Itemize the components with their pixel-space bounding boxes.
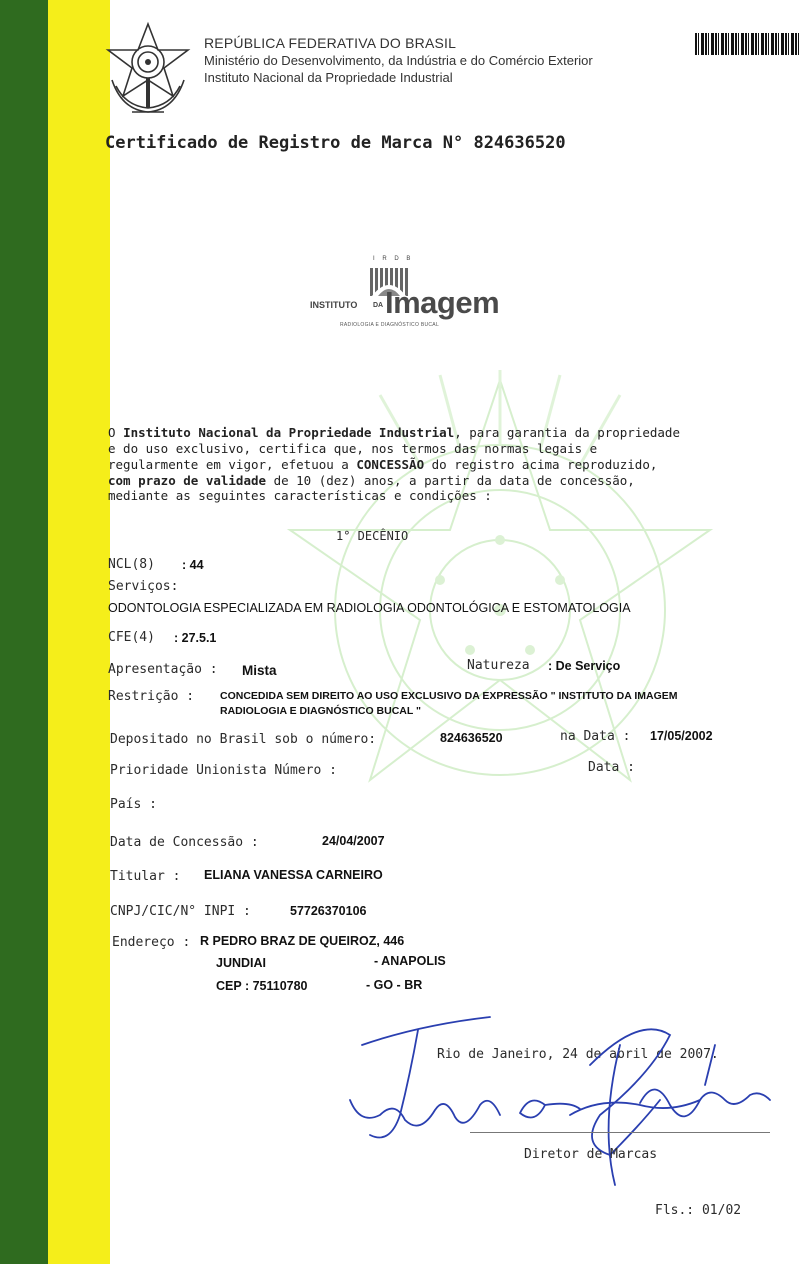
depositado-label: Depositado no Brasil sob o número: <box>110 732 377 747</box>
cfe-value: : 27.5.1 <box>174 631 217 645</box>
cnpj-value: 57726370106 <box>290 904 367 918</box>
logo-subtitle: RADIOLOGIA E DIAGNÓSTICO BUCAL <box>340 322 440 328</box>
barcode <box>695 33 800 55</box>
endereco-street: R PEDRO BRAZ DE QUEIROZ, 446 <box>200 934 405 948</box>
cfe-label: CFE(4) <box>108 630 155 645</box>
paragraph-line-2: e do uso exclusivo, certifica que, nos termos das normas legais e <box>108 441 598 456</box>
logo-prefix: INSTITUTO <box>310 300 358 310</box>
cnpj-label: CNPJ/CIC/N° INPI : <box>110 904 251 919</box>
restricao-value-line-2: RADIOLOGIA E DIAGNÓSTICO BUCAL " <box>220 705 421 717</box>
servicos-label: Serviços: <box>108 579 179 594</box>
decenio-label: 1° DECÊNIO <box>336 529 409 543</box>
titular-label: Titular : <box>110 869 181 884</box>
titular-value: ELIANA VANESSA CARNEIRO <box>204 868 383 882</box>
apresentacao-value: Mista <box>242 663 277 678</box>
concessao-value: 24/04/2007 <box>322 834 385 848</box>
flag-stripe-green <box>0 0 48 1264</box>
certificate-title: Certificado de Registro de Marca N° 824636520 <box>105 133 566 153</box>
endereco-label: Endereço : <box>112 935 191 950</box>
signer-title: Diretor de Marcas <box>524 1147 658 1162</box>
natureza-value: : De Serviço <box>548 659 621 673</box>
ncl-value: : 44 <box>182 558 204 572</box>
coat-of-arms-icon <box>102 20 194 118</box>
restricao-label: Restrição : <box>108 689 195 704</box>
handwritten-signature-icon <box>340 1005 790 1195</box>
endereco-cep: CEP : 75110780 <box>216 979 308 993</box>
paragraph-line-3: regularmente em vigor, efetuou a CONCESSÃO do registro acima reproduzido, <box>108 457 658 472</box>
na-data-label: na Data : <box>560 729 631 744</box>
endereco-state: - GO - BR <box>366 978 423 992</box>
natureza-label: Natureza <box>467 658 530 673</box>
logo-top-text: I R D B <box>373 256 414 262</box>
header-ministry: Ministério do Desenvolvimento, da Indústria e do Comércio Exterior <box>204 53 593 68</box>
header-institute: Instituto Nacional da Propriedade Industrial <box>204 70 453 85</box>
endereco-district: - ANAPOLIS <box>374 954 446 968</box>
paragraph-line-1: O Instituto Nacional da Propriedade Industrial, para garantia da propriedade <box>108 425 680 440</box>
header-republic: REPÚBLICA FEDERATIVA DO BRASIL <box>204 35 457 51</box>
servicos-value: ODONTOLOGIA ESPECIALIZADA EM RADIOLOGIA ODONTOLÓGICA E ESTOMATOLOGIA <box>108 601 631 615</box>
logo-main-text: Imagem <box>385 285 500 320</box>
endereco-city: JUNDIAI <box>216 956 267 970</box>
depositado-value: 824636520 <box>440 731 503 745</box>
concessao-label: Data de Concessão : <box>110 835 259 850</box>
prioridade-label: Prioridade Unionista Número : <box>110 763 337 778</box>
paragraph-line-4: com prazo de validade de 10 (dez) anos, a partir da data de concessão, <box>108 473 635 488</box>
place-date: Rio de Janeiro, 24 de abril de 2007. <box>437 1047 719 1062</box>
flag-stripe-yellow <box>48 0 110 1264</box>
apresentacao-label: Apresentação : <box>108 662 218 677</box>
prioridade-data-label: Data : <box>588 760 635 775</box>
pais-label: País : <box>110 797 157 812</box>
signature-line <box>470 1132 770 1133</box>
restricao-value-line-1: CONCEDIDA SEM DIREITO AO USO EXCLUSIVO DA EXPRESSÃO " INSTITUTO DA IMAGEM <box>220 690 678 702</box>
na-data-value: 17/05/2002 <box>650 729 713 743</box>
ncl-label: NCL(8) <box>108 557 155 572</box>
logo-connector: DA <box>373 302 384 309</box>
paragraph-line-5: mediante as seguintes características e condições : <box>108 488 492 503</box>
page-number: Fls.: 01/02 <box>655 1203 742 1218</box>
